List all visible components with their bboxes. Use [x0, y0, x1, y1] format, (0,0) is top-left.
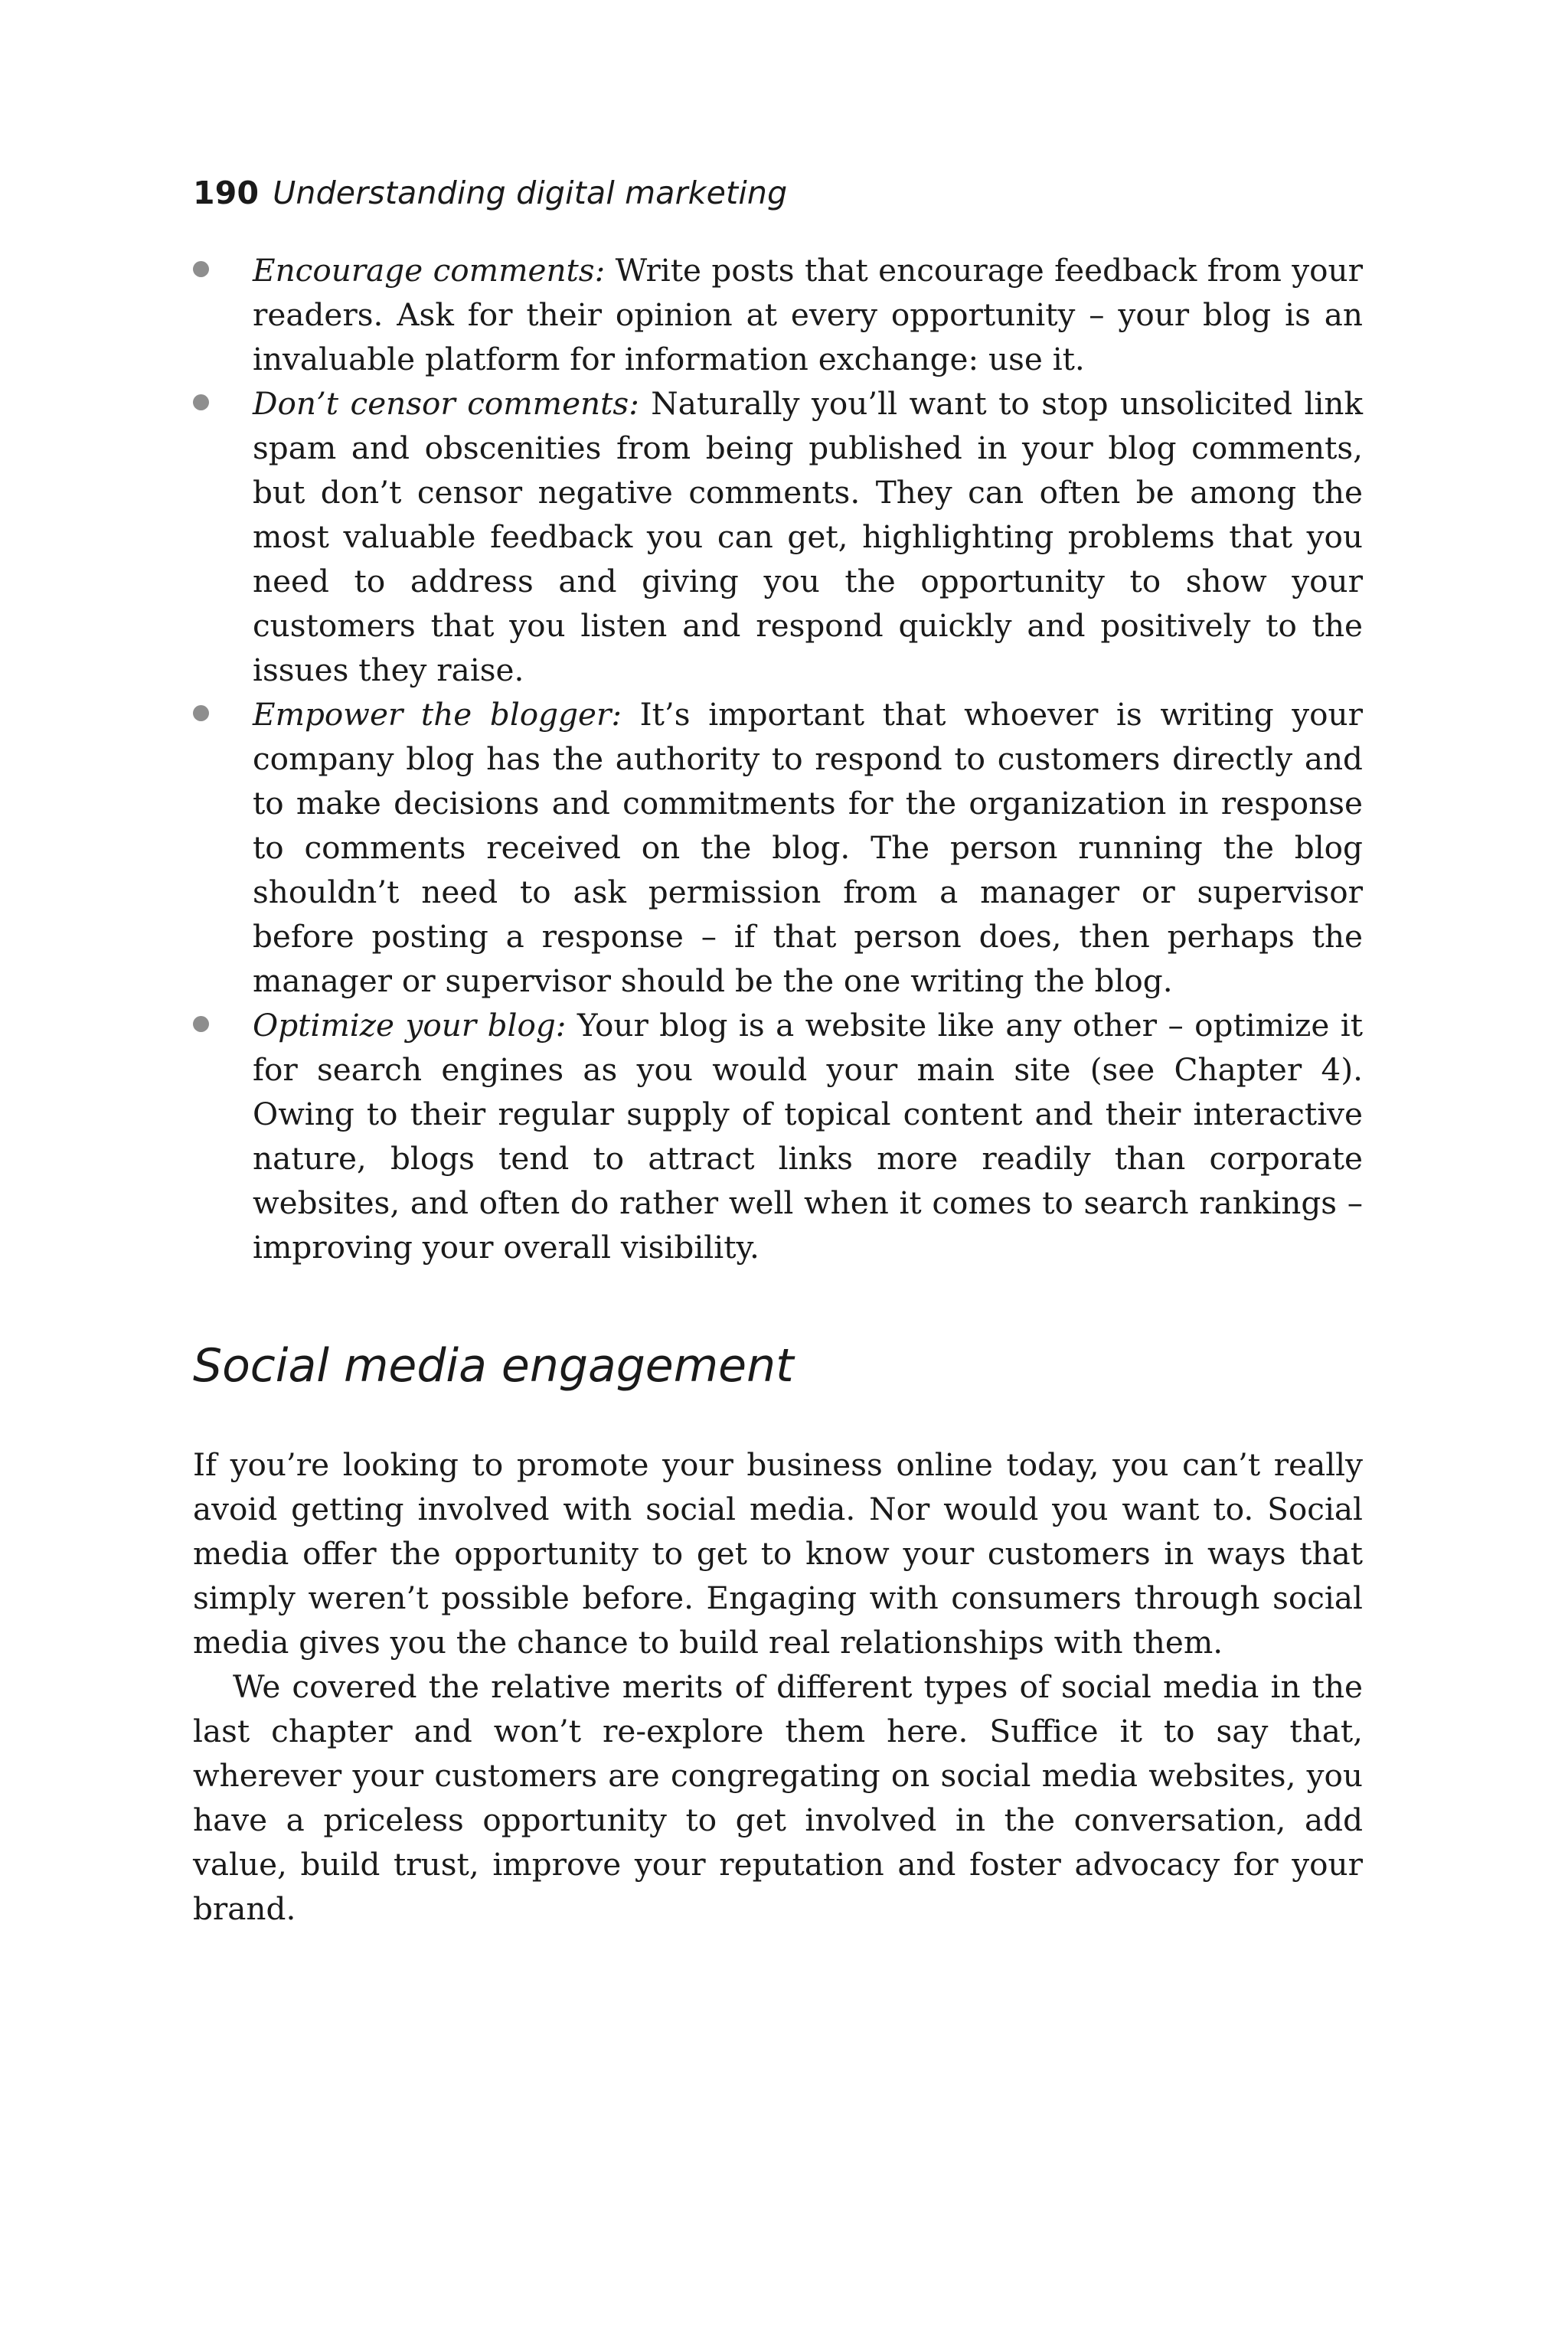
bullet-lead: Don’t censor comments:: [253, 385, 639, 422]
bullet-dot-icon: [193, 705, 209, 721]
bullet-dot-icon: [193, 261, 209, 277]
list-item: [193, 1003, 1363, 1269]
bullet-lead: Empower the blogger:: [253, 696, 622, 733]
bullet-text: Your blog is a website like any other – optimize it for search engines as you would your main site (see Chapter 4). Owing to their regular supply of topical content and their interactive nature, blogs tend to attract links more readily than corporate websites, and often do rather well when it comes to search rankings – improving your overall visibility.: [253, 1007, 1363, 1266]
list-item: [193, 381, 1363, 692]
bullet-dot-icon: [193, 394, 209, 410]
bullet-lead: Optimize your blog:: [253, 1007, 567, 1044]
list-item: [193, 692, 1363, 1003]
tips-bullet-list: [193, 248, 1363, 1269]
bullet-lead: Encourage comments:: [253, 252, 606, 289]
bullet-text: It’s important that whoever is writing your company blog has the authority to respond to customers directly and to make decisions and commitments for the organization in response to comments received on the blog. The person running the blog shouldn’t need to ask permission from a manager or supervisor before posting a response – if that person does, then perhaps the manager or supervisor should be the one writing the blog.: [253, 696, 1363, 999]
body-paragraph: We covered the relative merits of different types of social media in the last chapter and won’t re-explore them here. Suffice it to say that, wherever your customers are congregating on social media websites, you have a priceless opportunity to get involved in the conversation, add value, build trust, improve your reputation and foster advocacy for your brand.: [193, 1668, 1363, 1927]
bullet-text: Write posts that encourage feedback from your readers. Ask for their opinion at every opportunity – your blog is an invaluable platform for information exchange: use it.: [253, 252, 1363, 377]
running-head: [193, 172, 1363, 214]
section-heading: Social media engagement: [193, 1339, 794, 1393]
list-item: [193, 248, 1363, 381]
bullet-text: Naturally you’ll want to stop unsolicited link spam and obscenities from being published in your blog comments, but don’t censor negative comments. They can often be among the most valuable feedback you can get, highlighting problems that you need to address and giving you the opportunity to show your customers that you listen and respond quickly and positively to the issues they raise.: [253, 385, 1363, 688]
page-number: 190: [193, 175, 260, 211]
book-page: [193, 172, 1363, 1931]
running-title: Understanding digital marketing: [273, 175, 788, 211]
bullet-dot-icon: [193, 1016, 209, 1032]
body-paragraph: If you’re looking to promote your business online today, you can’t really avoid getting involved with social media. Nor would you want to. Social media offer the opportunity to get to know your customers in ways that simply weren’t possible before. Engaging with consumers through social media gives you the chance to build real relationships with them.: [193, 1446, 1363, 1661]
